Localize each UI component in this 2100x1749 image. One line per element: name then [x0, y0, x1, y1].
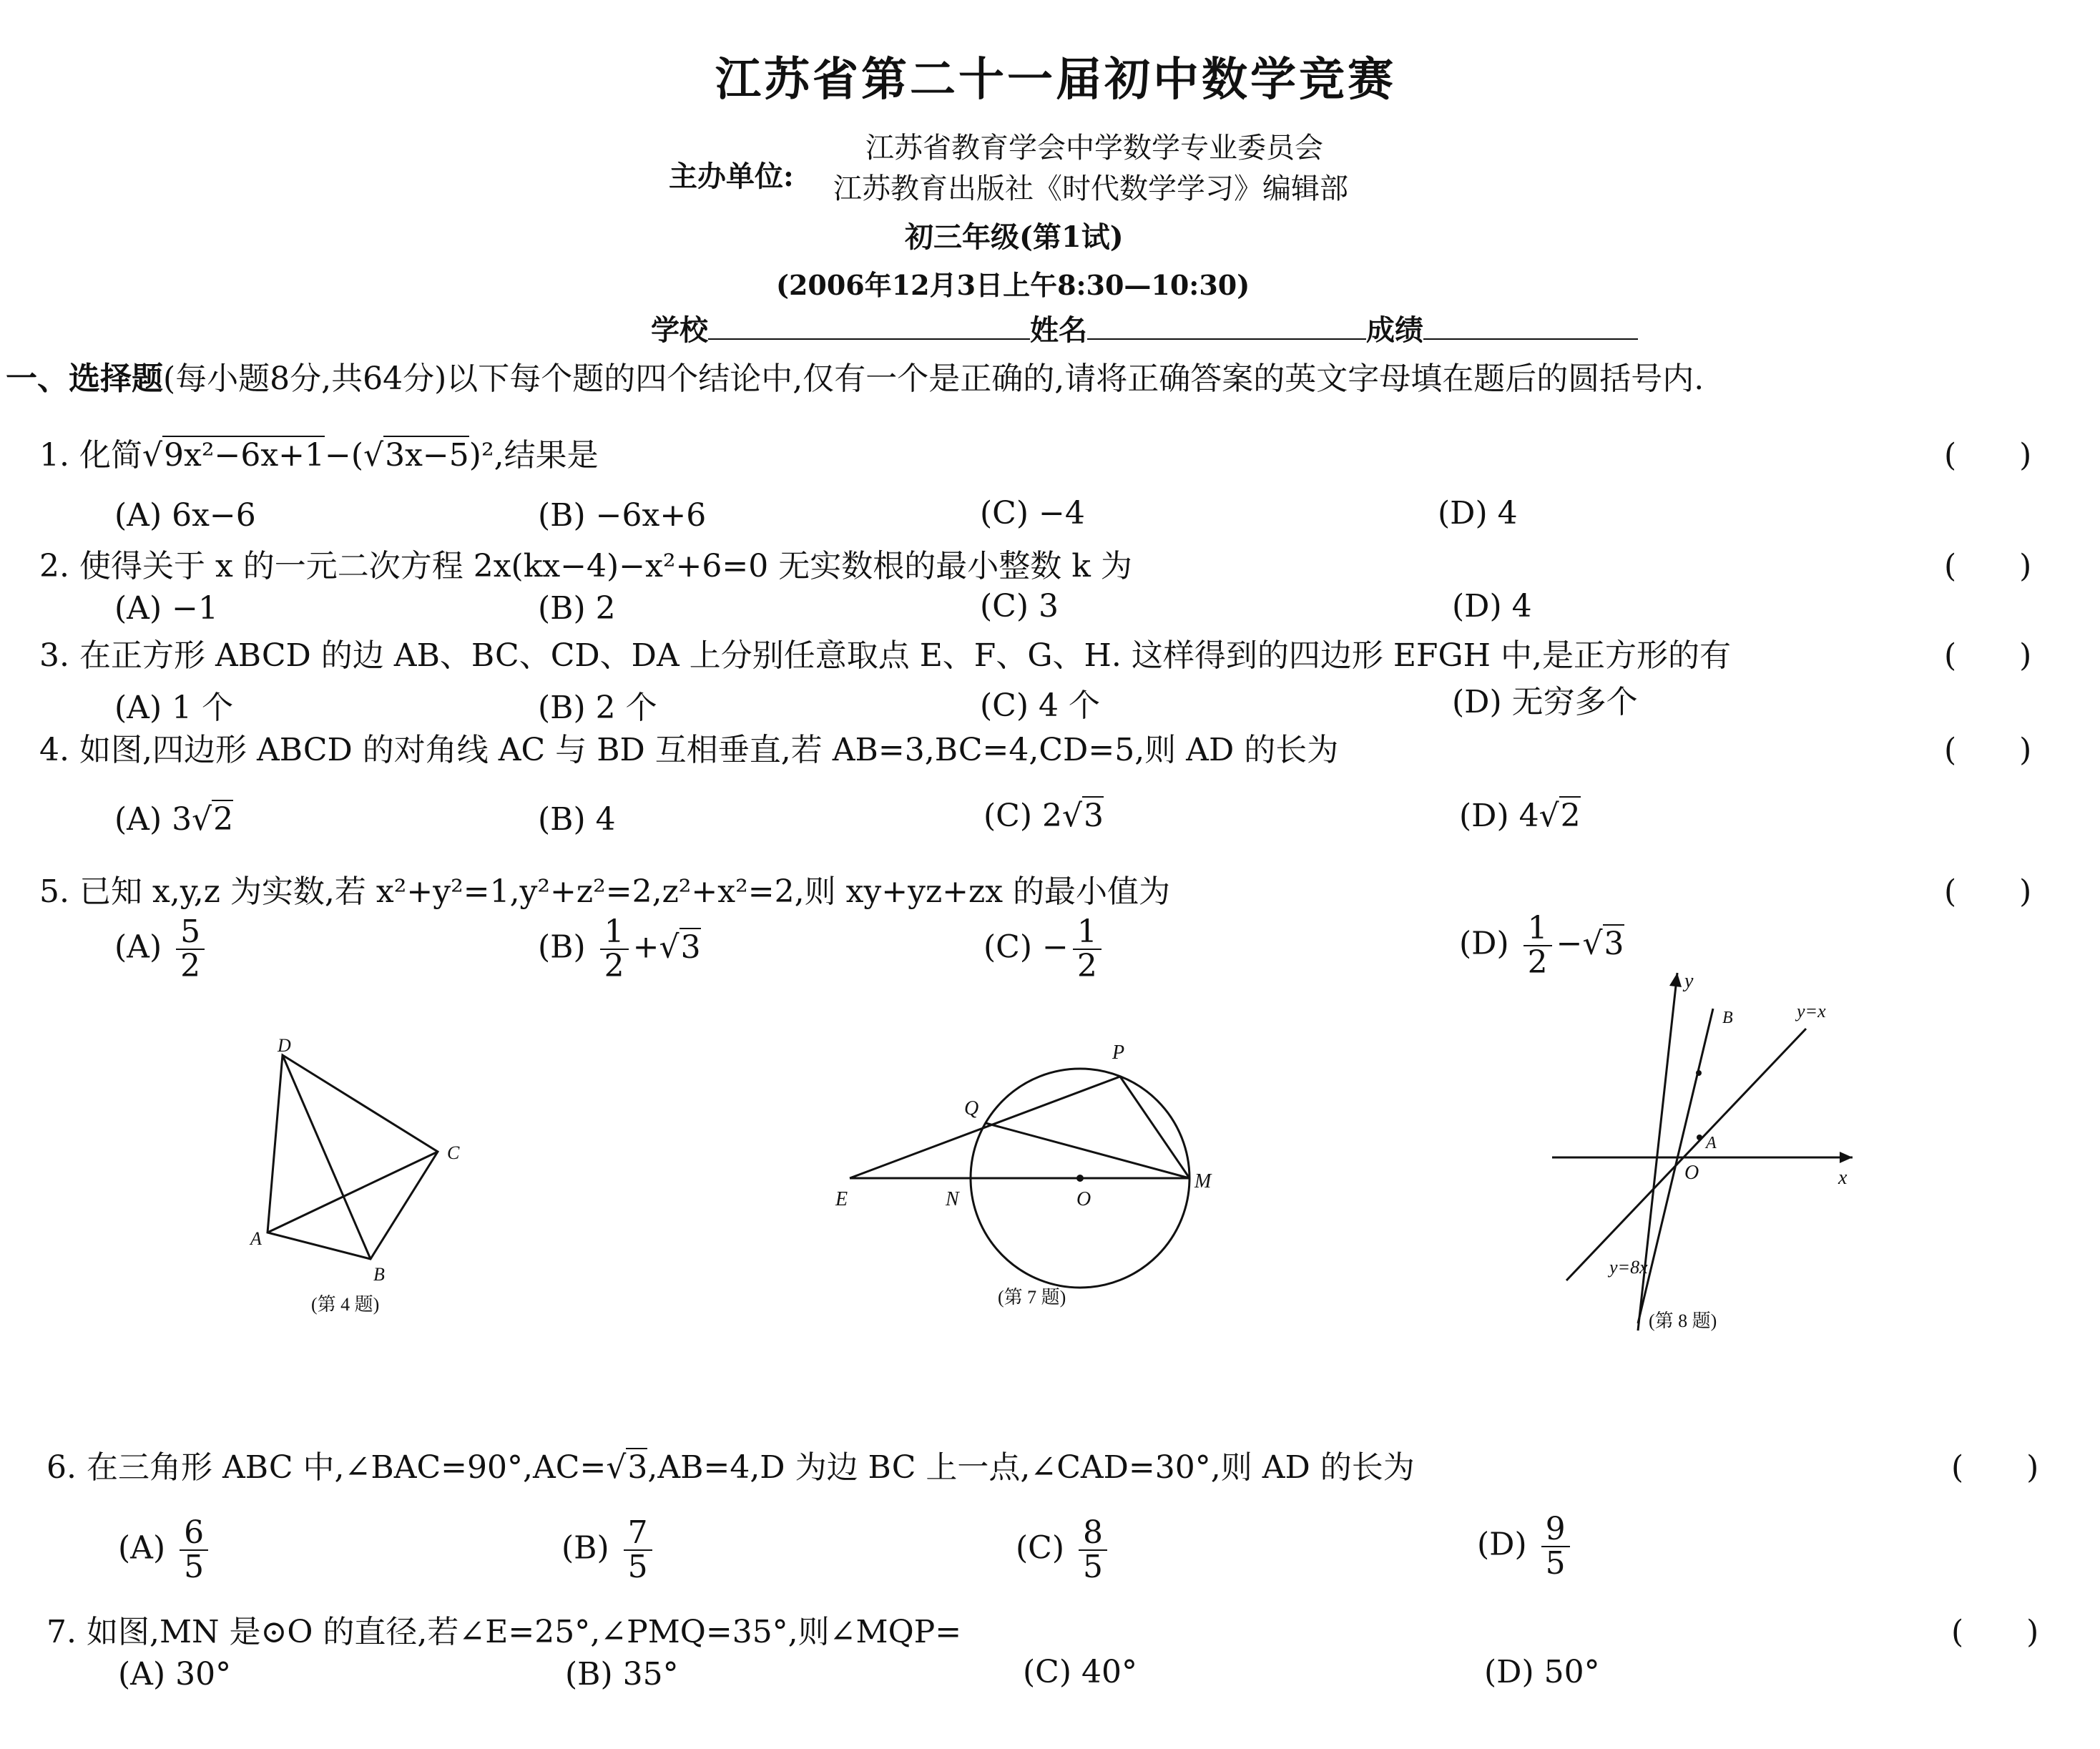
page-title: 江苏省第二十一届初中数学竞赛	[715, 53, 1396, 107]
q6-option-a[interactable]	[118, 1514, 212, 1586]
fig4-label-a: A	[250, 1228, 262, 1249]
q5-c-den: 2	[1076, 948, 1097, 985]
exam-time: (2006年12月3日上午8:30—10:30)	[776, 269, 1250, 301]
organizer-label: 主办单位:	[669, 160, 794, 193]
q5-b-num: 1	[600, 916, 629, 950]
q4-option-d[interactable]: (D) 4√2	[1459, 798, 1581, 834]
q1-answer-parens[interactable]: ( )	[1944, 437, 2032, 474]
question-2: 2. 使得关于 x 的一元二次方程 2x(kx−4)−x²+6=0 无实数根的最小整数 k 为	[39, 548, 1132, 584]
q6-d-fraction	[1541, 1513, 1570, 1580]
fig7-caption: (第 7 题)	[998, 1287, 1066, 1308]
q5-d-num: 1	[1524, 912, 1552, 946]
q3-answer-parens[interactable]: ( )	[1944, 637, 2032, 674]
fig8-point-b	[1696, 1070, 1702, 1076]
name-label: 姓名	[1030, 313, 1087, 347]
q4-c-coef: (C) 2	[983, 798, 1062, 834]
q5-c-label: (C)	[983, 929, 1032, 966]
question-4: 4. 如图,四边形 ABCD 的对角线 AC 与 BD 互相垂直,若 AB=3,BC=4,CD=5,则 AD 的长为	[39, 732, 1339, 768]
fig8-y-arrow	[1669, 973, 1682, 987]
fig8-label-y-eq-8x: y=8x	[1609, 1257, 1648, 1278]
figure-8-axes	[1538, 966, 1867, 1352]
fig4-label-d: D	[278, 1035, 291, 1056]
fig4-caption: (第 4 题)	[311, 1294, 380, 1315]
q4-option-a[interactable]: (A) 3√2	[114, 801, 234, 838]
score-label: 成绩	[1366, 313, 1423, 347]
fig8-x-arrow	[1840, 1152, 1853, 1163]
q6-b-label: (B)	[561, 1529, 609, 1567]
section-title: 一、选择题	[6, 361, 163, 397]
q4-d-coef: (D) 4	[1459, 798, 1539, 834]
question-7: 7. 如图,MN 是⊙O 的直径,若∠E=25°,∠PMQ=35°,则∠MQP=	[46, 1614, 962, 1650]
fig7-label-e: E	[835, 1188, 848, 1210]
fig4-label-c: C	[447, 1142, 460, 1163]
q6-a-num: 6	[180, 1517, 208, 1551]
q6-c-num: 8	[1079, 1517, 1107, 1551]
q4-answer-parens[interactable]: ( )	[1944, 732, 2032, 768]
fig7-label-q: Q	[964, 1097, 979, 1120]
q5-option-d[interactable]: (D) $\frac{1}{2}$ −√3	[1459, 910, 1624, 981]
q5-d-radicand: 3	[1604, 925, 1624, 962]
fig7-label-n: N	[946, 1188, 959, 1210]
fig8-point-a	[1697, 1135, 1702, 1140]
question-5: 5. 已知 x,y,z 为实数,若 x²+y²=1,y²+z²=2,z²+x²=2,则 xy+yz+zx 的最小值为	[39, 873, 1170, 910]
q1-option-a[interactable]: (A) 6x−6	[114, 497, 256, 534]
q3-option-d[interactable]: (D) 无穷多个	[1452, 684, 1638, 720]
fig8-label-y-eq-x: y=x	[1797, 1001, 1826, 1022]
name-input[interactable]	[1087, 313, 1366, 340]
q7-option-d[interactable]: (D) 50°	[1484, 1654, 1600, 1690]
q6-b-num: 7	[624, 1517, 652, 1551]
q5-a-num: 5	[176, 916, 205, 950]
q7-option-b[interactable]: (B) 35°	[565, 1656, 679, 1692]
q6-text-2: ,AB=4,D 为边 BC 上一点,∠CAD=30°,则 AD 的长为	[647, 1449, 1415, 1486]
section-desc: (每小题8分,共64分)以下每个题的四个结论中,仅有一个是正确的,请将正确答案的英文字母填在题后的圆括号内.	[163, 361, 1704, 397]
q2-option-b[interactable]: (B) 2	[538, 590, 616, 627]
q6-b-fraction	[624, 1514, 652, 1586]
q6-option-b[interactable]	[561, 1514, 657, 1586]
fig7-line-qm	[986, 1123, 1189, 1178]
question-6: 6. 在三角形 ABC 中,∠BAC=90°,AC=√3,AB=4,D 为边 BC 上一点,∠CAD=30°,则 AD 的长为	[46, 1449, 1415, 1486]
q6-a-label: (A)	[118, 1529, 166, 1567]
q5-option-a[interactable]	[114, 913, 209, 985]
q4-a-coef: (A) 3	[114, 801, 192, 838]
grade-label: 初三年级(第1试)	[905, 220, 1124, 254]
fig8-label-a: A	[1706, 1134, 1717, 1152]
q5-a-den: 2	[180, 948, 201, 985]
q4-d-radicand: 2	[1560, 798, 1581, 834]
q3-option-c[interactable]: (C) 4 个	[980, 687, 1100, 724]
q7-option-c[interactable]: (C) 40°	[1023, 1654, 1137, 1690]
q6-a-den: 5	[184, 1549, 205, 1586]
section-header	[6, 353, 1704, 398]
q5-d-op: −	[1556, 925, 1583, 962]
q5-c-fraction	[1073, 913, 1101, 985]
fig8-line-y-eq-x	[1566, 1029, 1806, 1280]
fig4-quadrilateral	[268, 1055, 438, 1259]
q7-option-a[interactable]: (A) 30°	[118, 1656, 232, 1692]
q6-c-den: 5	[1083, 1549, 1103, 1586]
q4-a-radicand: 2	[213, 801, 234, 838]
q2-option-c[interactable]: (C) 3	[980, 588, 1059, 624]
score-input[interactable]	[1423, 313, 1638, 340]
q6-c-label: (C)	[1016, 1529, 1064, 1567]
q4-option-b[interactable]: (B) 4	[538, 801, 616, 838]
q6-c-fraction	[1079, 1514, 1107, 1586]
q7-answer-parens[interactable]: ( )	[1951, 1614, 2039, 1650]
q6-a-fraction	[180, 1514, 208, 1586]
q5-d-label: (D)	[1459, 925, 1509, 962]
fig8-label-b: B	[1722, 1009, 1733, 1027]
fig7-label-m: M	[1194, 1170, 1212, 1192]
q6-radicand: 3	[627, 1449, 648, 1486]
q2-option-d[interactable]: (D) 4	[1452, 588, 1532, 624]
figure-4-quadrilateral	[236, 1030, 494, 1331]
fig7-label-o: O	[1076, 1188, 1091, 1210]
q6-answer-parens[interactable]: ( )	[1951, 1449, 2039, 1486]
q6-option-c[interactable]	[1016, 1514, 1112, 1586]
fig7-center-dot	[1076, 1175, 1084, 1182]
q5-b-den: 2	[604, 948, 624, 985]
q4-option-c[interactable]: (C) 2√3	[983, 798, 1104, 834]
q6-d-label: (D)	[1477, 1526, 1527, 1563]
q2-answer-parens[interactable]: ( )	[1944, 548, 2032, 584]
q1-lead: 化简	[79, 437, 142, 474]
q5-b-radicand: 3	[680, 929, 701, 966]
organizer-2: 江苏教育出版社《时代数学学习》编辑部	[833, 172, 1348, 205]
q6-b-den: 5	[627, 1549, 648, 1586]
q6-d-num: 9	[1541, 1513, 1570, 1547]
q6-option-d[interactable]	[1477, 1513, 1574, 1580]
q1-option-d[interactable]: (D) 4	[1438, 495, 1518, 531]
figure-7-circle	[823, 1030, 1237, 1331]
q6-d-den: 5	[1545, 1545, 1566, 1582]
q5-b-label: (B)	[538, 929, 586, 966]
info-fields	[651, 308, 1638, 348]
q5-a-label: (A)	[114, 929, 162, 966]
fig8-caption: (第 8 题)	[1649, 1310, 1717, 1331]
q1-end: )²,结果是	[468, 437, 599, 474]
q1-option-c[interactable]: (C) −4	[980, 495, 1085, 531]
school-input[interactable]	[708, 313, 1030, 340]
q1-mid: −(	[325, 437, 364, 474]
question-1: 1. 化简√9x²−6x+1−(√3x−5)²,结果是	[39, 437, 599, 474]
q1-radicand-1: 9x²−6x+1	[164, 437, 325, 474]
q2-option-a[interactable]: (A) −1	[114, 590, 218, 627]
q1-radicand-2: 3x−5	[385, 437, 469, 474]
q3-option-a[interactable]: (A) 1 个	[114, 690, 234, 726]
fig4-label-b: B	[373, 1264, 385, 1285]
organizer-1: 江苏省教育学会中学数学专业委员会	[865, 132, 1323, 165]
q4-c-radicand: 3	[1084, 798, 1104, 834]
q1-option-b[interactable]: (B) −6x+6	[538, 497, 707, 534]
q3-option-b[interactable]: (B) 2 个	[538, 690, 657, 726]
q5-b-fraction	[600, 913, 629, 985]
fig8-line-y-eq-8x	[1638, 1009, 1713, 1323]
q1-number: 1.	[39, 437, 69, 474]
q5-d-den: 2	[1527, 944, 1548, 981]
fig7-line-ep	[850, 1077, 1120, 1178]
q5-c-num: 1	[1073, 916, 1101, 950]
q5-c-sign: −	[1042, 929, 1069, 966]
q5-a-fraction	[176, 913, 205, 985]
fig8-label-x: x	[1838, 1167, 1848, 1189]
fig7-label-p: P	[1112, 1042, 1125, 1064]
q5-answer-parens[interactable]: ( )	[1944, 873, 2032, 910]
q5-option-b[interactable]: (B) $\frac{1}{2}$ +√3	[538, 913, 701, 985]
question-3: 3. 在正方形 ABCD 的边 AB、BC、CD、DA 上分别任意取点 E、F、G、H. 这样得到的四边形 EFGH 中,是正方形的有	[39, 637, 1731, 674]
fig4-diagonal-bd	[283, 1055, 371, 1259]
school-label: 学校	[651, 313, 708, 347]
q6-text-1: 6. 在三角形 ABC 中,∠BAC=90°,AC=	[46, 1449, 607, 1486]
fig8-label-o: O	[1684, 1162, 1699, 1184]
q5-b-op: +	[632, 929, 659, 966]
q5-option-c[interactable]	[983, 913, 1106, 985]
fig8-label-y: y	[1684, 970, 1694, 992]
